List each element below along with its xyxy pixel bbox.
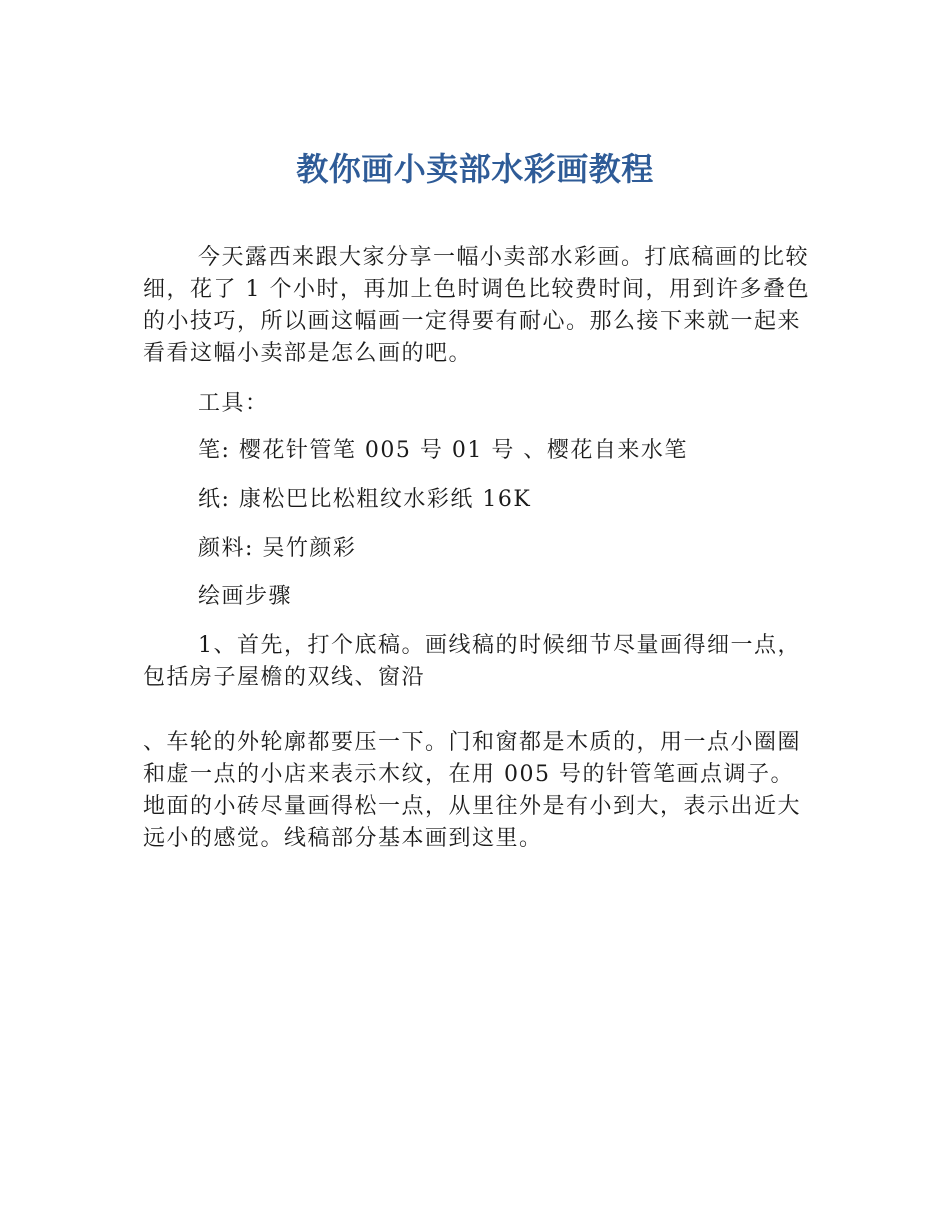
paint-tools-line: 颜料: 吴竹颜彩	[198, 536, 357, 561]
tools-heading: 工具：	[198, 391, 269, 416]
pen-tools-line: 笔: 樱花针管笔 005 号 01 号 、樱花自来水笔	[198, 438, 688, 463]
page-title: 教你画小卖部水彩画教程	[296, 150, 654, 188]
step1-paragraph-part1: 1、首先，打个底稿。画线稿的时候细节尽量画得细一点，包括房子屋檐的双线、窗沿	[143, 633, 801, 690]
steps-heading: 绘画步骤	[198, 584, 293, 609]
step1-paragraph-part2: 、车轮的外轮廓都要压一下。门和窗都是木质的，用一点小圈圈和虚一点的小店来表示木纹，在用 005 号的针管笔画点调子。地面的小砖尽量画得松一点，从里往外是有小到大，表示出近大远小的感觉。线稿部分基本画到这里。	[143, 730, 802, 851]
paper-tools-line: 纸: 康松巴比松粗纹水彩纸 16K	[198, 487, 532, 512]
intro-paragraph: 今天露西来跟大家分享一幅小卖部水彩画。打底稿画的比较细，花了 1 个小时，再加上色时调色比较费时间，用到许多叠色的小技巧，所以画这幅画一定得要有耐心。那么接下来就一起来看看这幅小卖部是怎么画的吧。	[143, 245, 810, 366]
